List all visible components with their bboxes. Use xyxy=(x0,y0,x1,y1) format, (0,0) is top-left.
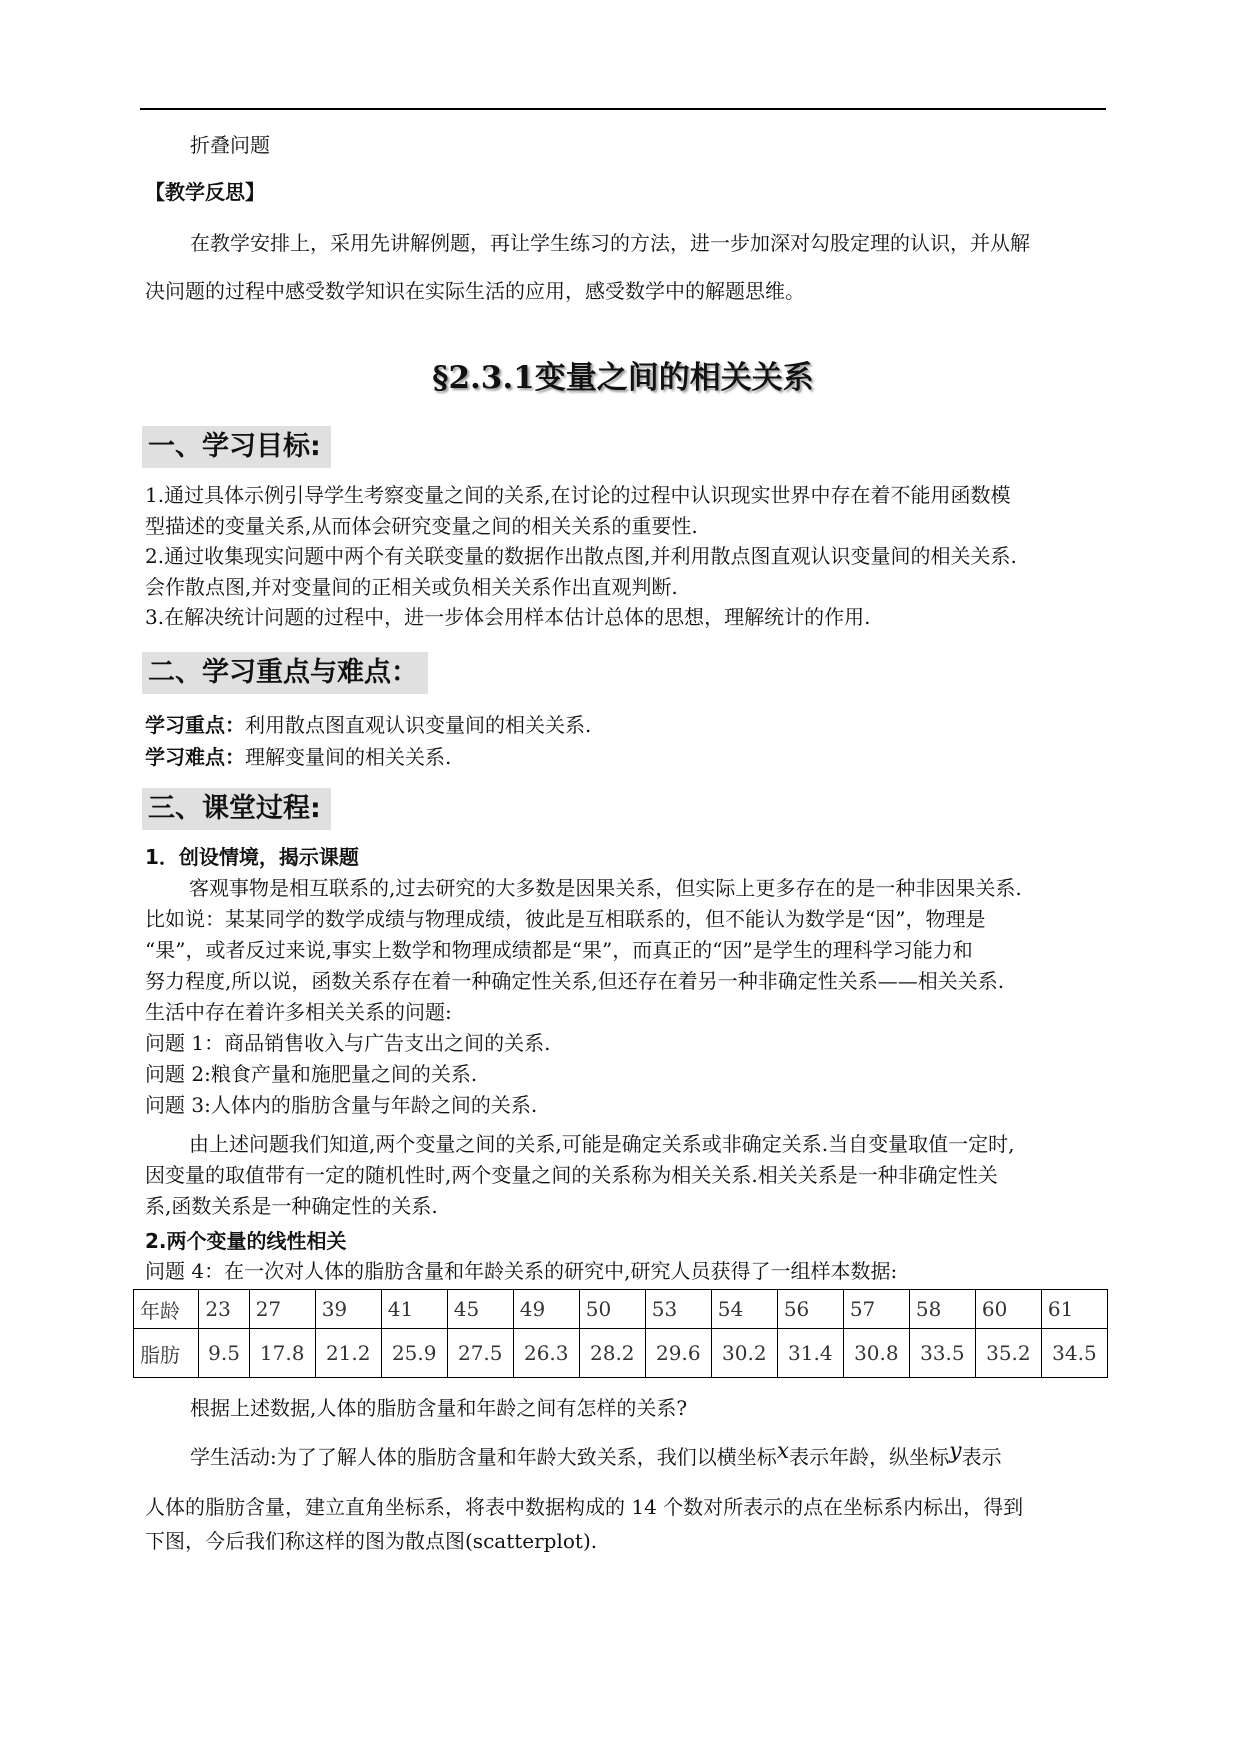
goal-line: 3.在解决统计问题的过程中，进一步体会用样本估计总体的思想，理解统计的作用. xyxy=(145,605,871,629)
age-cell: 57 xyxy=(843,1290,909,1329)
fat-cell: 25.9 xyxy=(381,1329,447,1378)
key-point-text: 利用散点图直观认识变量间的相关关系. xyxy=(245,713,592,737)
reflection-heading: 【教学反思】 xyxy=(145,180,265,204)
paragraph-line: 因变量的取值带有一定的随机性时,两个变量之间的关系称为相关关系.相关关系是一种非确定性关 xyxy=(145,1163,998,1187)
reflection-line-1: 在教学安排上，采用先讲解例题，再让学生练习的方法，进一步加深对勾股定理的认识，并从解 xyxy=(190,231,1030,255)
age-cell: 60 xyxy=(975,1290,1041,1329)
fat-cell: 30.2 xyxy=(711,1329,777,1378)
goal-line: 型描述的变量关系,从而体会研究变量之间的相关关系的重要性. xyxy=(145,513,698,538)
age-cell: 56 xyxy=(777,1290,843,1329)
difficulty-text: 理解变量间的相关关系. xyxy=(245,745,452,769)
goals-list xyxy=(145,480,1111,633)
relation-paragraph xyxy=(145,1129,1111,1222)
age-cell: 61 xyxy=(1041,1290,1107,1329)
age-cell: 58 xyxy=(909,1290,975,1329)
fat-cell: 31.4 xyxy=(777,1329,843,1378)
section-heading-key-points: 二、学习重点与难点： xyxy=(142,652,428,694)
age-cell: 50 xyxy=(579,1290,645,1329)
subheading-scenario: 1．创设情境，揭示课题 xyxy=(145,845,359,869)
paragraph-line: “果”，或者反过来说,事实上数学和物理成绩都是“果”，而真正的“因”是学生的理科学习能力和 xyxy=(145,938,973,962)
goal-line: 1.通过具体示例引导学生考察变量之间的关系,在讨论的过程中认识现实世界中存在着不能用函数模 xyxy=(145,483,1011,507)
paragraph-line: 比如说：某某同学的数学成绩与物理成绩，彼此是互相联系的，但不能认为数学是“因”，物理是 xyxy=(145,907,986,931)
row-header-age: 年龄 xyxy=(134,1290,199,1329)
activity-text-part-3: 表示 xyxy=(961,1445,1002,1469)
activity-text-part-2: 表示年龄，纵坐标 xyxy=(789,1445,950,1469)
reflection-line-2: 决问题的过程中感受数学知识在实际生活的应用，感受数学中的解题思维。 xyxy=(145,279,805,303)
paragraph-line: 客观事物是相互联系的,过去研究的大多数是因果关系，但实际上更多存在的是一种非因果关系. xyxy=(189,876,1022,900)
goal-line: 会作散点图,并对变量间的正相关或负相关关系作出直观判断. xyxy=(145,574,678,599)
fat-cell: 28.2 xyxy=(579,1329,645,1378)
y-variable: y xyxy=(949,1439,962,1464)
fat-cell: 29.6 xyxy=(645,1329,711,1378)
table-row-age xyxy=(134,1290,1108,1329)
age-cell: 23 xyxy=(199,1290,249,1329)
age-cell: 45 xyxy=(447,1290,513,1329)
fat-cell: 17.8 xyxy=(249,1329,315,1378)
problem-line: 问题 1：商品销售收入与广告支出之间的关系. xyxy=(145,1031,551,1055)
paragraph-line: 系,函数关系是一种确定性的关系. xyxy=(145,1194,438,1218)
difficulty-label: 学习难点： xyxy=(145,745,245,769)
activity-line-2: 人体的脂肪含量，建立直角坐标系，将表中数据构成的 14 个数对所表示的点在坐标系内标出，得到 xyxy=(145,1495,1024,1519)
activity-line-1 xyxy=(190,1439,1002,1473)
page-title: §2.3.1变量之间的相关关系 xyxy=(432,360,814,396)
key-point-label: 学习重点： xyxy=(145,713,245,737)
top-text: 折叠问题 xyxy=(190,133,270,157)
problem-4-text: 问题 4：在一次对人体的脂肪含量和年龄关系的研究中,研究人员获得了一组样本数据: xyxy=(145,1259,898,1283)
age-cell: 39 xyxy=(315,1290,381,1329)
question-text: 根据上述数据,人体的脂肪含量和年龄之间有怎样的关系? xyxy=(190,1396,688,1420)
table-row-fat xyxy=(134,1329,1108,1378)
problem-line: 问题 2:粮食产量和施肥量之间的关系. xyxy=(145,1062,478,1086)
key-point-line xyxy=(145,710,591,740)
fat-cell: 33.5 xyxy=(909,1329,975,1378)
fat-cell: 26.3 xyxy=(513,1329,579,1378)
paragraph-line: 生活中存在着许多相关关系的问题: xyxy=(145,1000,452,1024)
age-cell: 27 xyxy=(249,1290,315,1329)
section-heading-goals: 一、学习目标: xyxy=(142,426,331,468)
fat-cell: 30.8 xyxy=(843,1329,909,1378)
age-cell: 49 xyxy=(513,1290,579,1329)
fat-cell: 9.5 xyxy=(199,1329,249,1378)
subheading-linear-correlation: 2.两个变量的线性相关 xyxy=(145,1229,347,1253)
fat-cell: 27.5 xyxy=(447,1329,513,1378)
age-cell: 54 xyxy=(711,1290,777,1329)
goal-line: 2.通过收集现实问题中两个有关联变量的数据作出散点图,并利用散点图直观认识变量间的相关关系. xyxy=(145,544,1017,568)
fat-cell: 34.5 xyxy=(1041,1329,1107,1378)
activity-line-3: 下图，今后我们称这样的图为散点图(scatterplot). xyxy=(145,1529,598,1553)
activity-text-part-1: 学生活动:为了了解人体的脂肪含量和年龄大致关系，我们以横坐标 xyxy=(190,1445,777,1469)
paragraph-line: 由上述问题我们知道,两个变量之间的关系,可能是确定关系或非确定关系.当自变量取值一定时, xyxy=(189,1132,1015,1156)
paragraph-line: 努力程度,所以说，函数关系存在着一种确定性关系,但还存在着另一种非确定性关系——相关关系. xyxy=(145,969,1005,993)
row-header-fat: 脂肪 xyxy=(134,1329,199,1378)
fat-cell: 21.2 xyxy=(315,1329,381,1378)
fat-cell: 35.2 xyxy=(975,1329,1041,1378)
age-cell: 53 xyxy=(645,1290,711,1329)
scenario-paragraph xyxy=(145,873,1111,1121)
difficulty-line xyxy=(145,742,451,772)
problem-line: 问题 3:人体内的脂肪含量与年龄之间的关系. xyxy=(145,1093,538,1117)
header-rule xyxy=(140,108,1106,110)
age-cell: 41 xyxy=(381,1290,447,1329)
x-variable: x xyxy=(776,1439,790,1464)
section-heading-process: 三、课堂过程: xyxy=(142,788,331,830)
data-table xyxy=(133,1289,1108,1378)
